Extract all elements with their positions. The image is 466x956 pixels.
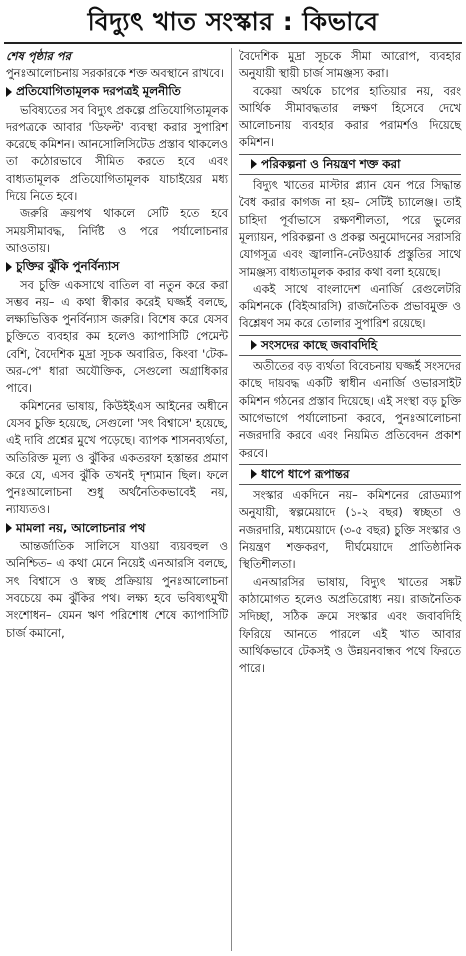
paragraph: জরুরি ক্রয়পথ থাকলে সেটি হতে হবে সময়সীমাবদ্ধ, নির্দিষ্ট ও পরে পর্যালোচনার আওতায়। [6,207,228,255]
paragraph: এনআরসির ভাষায়, বিদ্যুৎ খাতের সঙ্কট কাঠামোগত হলেও অপ্রতিরোধ্য নয়। রাজনৈতিক সদিচ্ছা, সঠিক ক্রমে সংস্কার এবং জবাবদিহি ফিরিয়ে আনতে পারলে এই খাত আবার আর্থিকভাবে টেকসই ও উন্নয়নবান্ধব পথে ফিরতে পারে। [239,575,461,676]
triangle-marker-icon [6,87,12,97]
paragraph: অতীতের বড় ব্যর্থতা বিবেচনায় ঘজ্জর্ই সংসদের কাছে দায়বদ্ধ একটি স্বাধীন এনার্জি ওভারসাইট কমিশন গঠনের প্রস্তাব দিয়েছে। এই সংস্থা বড় চুক্তি আগেভাগে পর্যালোচনা করবে, পুনঃআলোচনা নজরদারি করবে এবং নিয়মিত প্রতিবেদন প্রকাশ করবে। [239,360,461,460]
headline: বিদ্যুৎ খাত সংস্কার : কিভাবে [4,4,462,44]
subheading-planning-regulation: পরিকল্পনা ও নিয়ন্ত্রণ শক্ত করা [239,154,461,175]
subheading-parliament-accountability: সংসদের কাছে জবাবদিহি [239,335,461,356]
paragraph: পুনঃআলোচনায় সরকারকে শক্ত অবস্থানে রাখবে। [6,67,225,80]
paragraph: ভবিষ্যতের সব বিদ্যুৎ প্রকল্পে প্রতিযোগিতামূলক দরপত্রকে আবার 'ডিফল্ট' ব্যবস্থা করার সুপারিশ করেছে কমিশন। আনসোলিসিটেড প্রস্তাব থাকলেও তা কঠোরভাবে সীমিত করতে হবে এবং বাধ্যতামূলক প্রতিযোগিতামূলক যাচাইয়ের মধ্য দিয়ে নিতে হবে। [6,103,228,204]
paragraph: বিদ্যুৎ খাতের মাস্টার প্ল্যান যেন পরে সিদ্ধান্ত বৈধ করার কাগজ না হয়– সেটিই চ্যালেঞ্জ। তাই চাহিদা পূর্বাভাসে রক্ষণশীলতা, পরে ভুলের মূল্যায়ন, পরিকল্পনা ও প্রকল্প অনুমোদনের সরাসরি যোগসূত্র এবং জ্বালানি-নেটওয়ার্ক প্রস্তুতির সাথে সামঞ্জস্য বাধ্যতামূলক করার কথা বলা হয়েছে। [239,179,461,279]
paragraph: সব চুক্তি একসাথে বাতিল বা নতুন করে করা সম্ভব নয়– এ কথা স্বীকার করেই ঘজ্জর্ই বলছে, লক্ষ্যভিত্তিক পুনর্বিন্যাস জরুরি। বিশেষ করে যেসব চুক্তিতে ব্যবহার কম হলেও ক্যাপাসিটি পেমেন্ট বেশি, বৈদেশিক মুদ্রা সূচক অবারিত, কিংবা 'টেক-অর-পে' ধারা অযৌক্তিক, সেগুলো অগ্রাধিকার পাবে। [6,278,228,396]
paragraph: সংস্কার একদিনে নয়– কমিশনের রোডম্যাপ অনুযায়ী, স্বল্পমেয়াদে (১-২ বছর) স্বচ্ছতা ও নজরদারি, মধ্যমেয়াদে (৩-৫ বছর) চুক্তি সংস্কার ও নিয়ন্ত্রণ শক্তকরণ, দীর্ঘমেয়াদে প্রাতিষ্ঠানিক স্থিতিশীলতা। [239,489,461,572]
left-column [6,48,228,642]
triangle-marker-icon [6,262,12,272]
subheading-contract-risk: চুক্তির ঝুঁকি পুনর্বিন্যাস [6,258,228,275]
right-column [239,48,461,677]
triangle-marker-icon [251,159,257,169]
triangle-marker-icon [251,469,257,479]
subheading-negotiation-path: মামলা নয়, আলোচনার পথ [6,520,228,537]
continued-from-label: শেষ পৃষ্ঠার পর [6,49,71,63]
triangle-marker-icon [6,523,12,533]
subheading-gradual-transition: ধাপে ধাপে রূপান্তর [239,464,461,485]
paragraph: বৈদেশিক মুদ্রা সূচকে সীমা আরোপ, ব্যবহার অনুযায়ী স্থায়ী চার্জ সামঞ্জস্য করা। [239,50,461,81]
paragraph: কমিশনের ভাষায়, কিউইইএস আইনের অধীনে যেসব চুক্তি হয়েছে, সেগুলো 'সৎ বিশ্বাসে' হয়েছে, এই দাবি প্রশ্নের মুখে পড়েছে। ব্যাপক শাসনব্যর্থতা, অতিরিক্ত মূল্য ও ঝুঁকির একতরফা হস্তান্তর প্রমাণ করে যে, এসব ঝুঁকি তখনই দৃশ্যমান ছিল। ফলে পুনঃআলোচনা শুধু অর্থনৈতিকভাবেই নয়, ন্যায্যতও। [6,399,228,517]
paragraph: বকেয়া অর্থকে চাপের হাতিয়ার নয়, বরং আর্থিক সীমাবদ্ধতার লক্ষণ হিসেবে দেখে আলোচনায় ব্যবহার করার পরামর্শও দিয়েছে কমিশন। [239,84,461,150]
paragraph: একই সাথে বাংলাদেশ এনার্জি রেগুলেটরি কমিশনকে (বিইআরসি) রাজনৈতিক প্রভাবমুক্ত ও বিশ্লেষণ সম করে তোলার সুপারিশ রয়েছে। [239,282,461,331]
subheading-competitive-tender: প্রতিযোগিতামূলক দরপত্রই মূলনীতি [6,83,228,100]
column-divider [231,48,232,951]
paragraph: আন্তর্জাতিক সালিসে যাওয়া ব্যয়বহুল ও অনিশ্চিত– এ কথা মেনে নিয়েই এনআরসি বলছে, সৎ বিশ্বাসে ও স্বচ্ছ প্রক্রিয়ায় পুনঃআলোচনা সবচেয়ে কম ঝুঁকির পথ। লক্ষ্য হবে ভবিষ্যৎমুখী সংশোধন– যেমন ঋণ পরিশোধ শেষে ক্যাপাসিটি চার্জ কমানো, [6,540,228,640]
triangle-marker-icon [251,340,257,350]
